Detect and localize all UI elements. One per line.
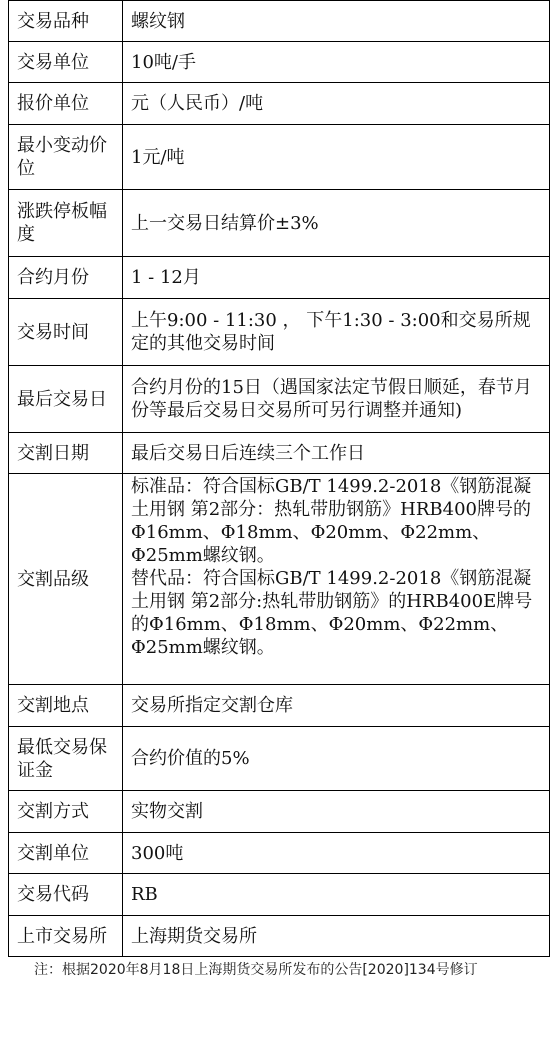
row-value: 螺纹钢 [123, 1, 550, 42]
table-row [9, 833, 550, 874]
row-key: 最小变动价位 [9, 125, 123, 190]
row-key: 最低交易保证金 [9, 727, 123, 791]
row-key: 交易时间 [9, 299, 123, 366]
row-value [123, 474, 550, 685]
row-value: 最后交易日后连续三个工作日 [123, 433, 550, 474]
row-key: 交割日期 [9, 433, 123, 474]
table-row [9, 474, 550, 685]
grade-standard: 标准品：符合国标GB/T 1499.2-2018《钢筋混凝土用钢 第2部分：热轧带肋钢筋》HRB400牌号的Φ16mm、Φ18mm、Φ20mm、Φ22mm、Φ25mm螺纹钢。 [131, 476, 532, 566]
row-key: 交易代码 [9, 874, 123, 916]
row-key: 最后交易日 [9, 366, 123, 433]
row-key: 涨跌停板幅度 [9, 190, 123, 257]
row-value: 上午9:00 - 11:30 ， 下午1:30 - 3:00和交易所规定的其他交易时间 [123, 299, 550, 366]
grade-substitute: 替代品：符合国标GB/T 1499.2-2018《钢筋混凝土用钢 第2部分:热轧带肋钢筋》的HRB400E牌号的Φ16mm、Φ18mm、Φ20mm、Φ22mm、Φ25mm螺纹钢。 [131, 568, 533, 658]
table-row [9, 257, 550, 299]
row-key: 交割地点 [9, 685, 123, 727]
row-value: 上一交易日结算价±3% [123, 190, 550, 257]
table-row [9, 685, 550, 727]
row-value: RB [123, 874, 550, 916]
table-row [9, 83, 550, 125]
table-row [9, 125, 550, 190]
row-value: 合约月份的15日（遇国家法定节假日顺延，春节月份等最后交易日交易所可另行调整并通知) [123, 366, 550, 433]
row-key: 合约月份 [9, 257, 123, 299]
row-key: 上市交易所 [9, 916, 123, 957]
table-row [9, 916, 550, 957]
row-key: 交割方式 [9, 791, 123, 833]
table-row [9, 366, 550, 433]
row-key: 交易单位 [9, 42, 123, 83]
row-value: 上海期货交易所 [123, 916, 550, 957]
table-row [9, 874, 550, 916]
row-key: 交易品种 [9, 1, 123, 42]
table-row [9, 42, 550, 83]
table-row [9, 190, 550, 257]
row-value: 合约价值的5% [123, 727, 550, 791]
contract-spec-table [8, 0, 550, 957]
table-row [9, 433, 550, 474]
table-row [9, 299, 550, 366]
row-value: 1元/吨 [123, 125, 550, 190]
row-value: 元（人民币）/吨 [123, 83, 550, 125]
row-value: 1 - 12月 [123, 257, 550, 299]
row-value: 实物交割 [123, 791, 550, 833]
row-key: 交割单位 [9, 833, 123, 874]
table-row [9, 727, 550, 791]
footnote: 注：根据2020年8月18日上海期货交易所发布的公告[2020]134号修订 [34, 962, 478, 978]
row-key: 报价单位 [9, 83, 123, 125]
row-value: 交易所指定交割仓库 [123, 685, 550, 727]
table-row [9, 1, 550, 42]
row-value: 300吨 [123, 833, 550, 874]
row-value: 10吨/手 [123, 42, 550, 83]
row-key: 交割品级 [9, 474, 123, 685]
table-row [9, 791, 550, 833]
